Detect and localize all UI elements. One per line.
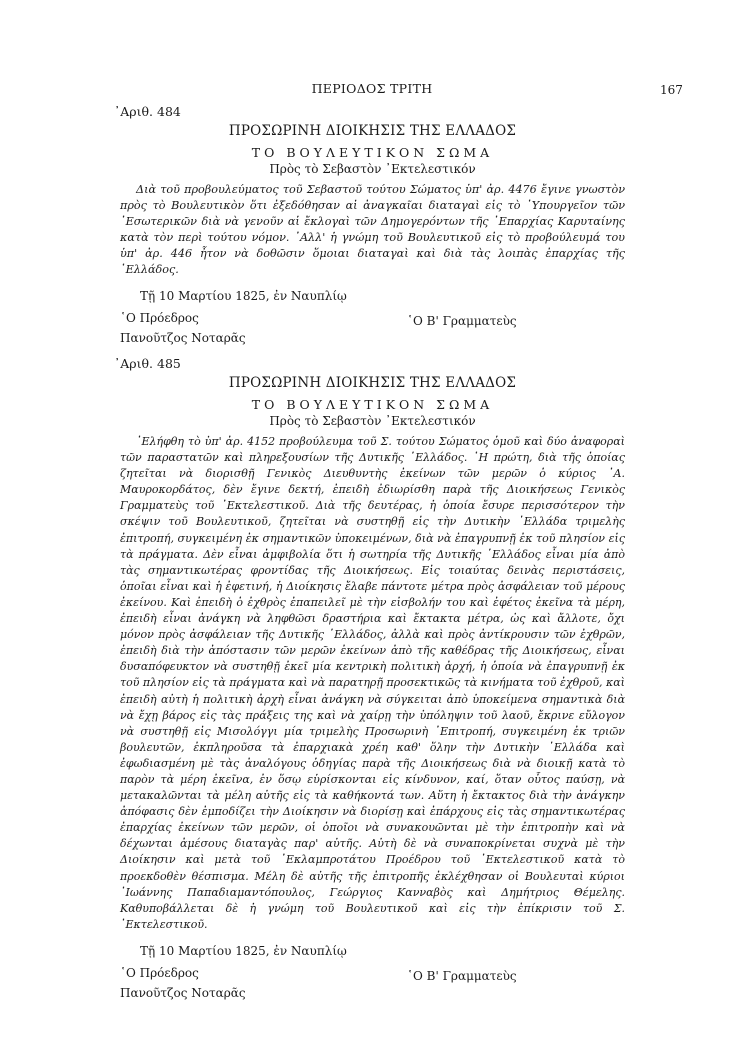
act-number: ᾿Αριθ. 485 (114, 356, 181, 371)
page-number: 167 (660, 83, 683, 97)
running-head: ΠΕΡΙΟΔΟΣ ΤΡΙΤΗ (311, 81, 433, 96)
signature-row (120, 311, 625, 331)
act-heading: ΠΡΟΣΩΡΙΝΗ ΔΙΟΙΚΗΣΙΣ ΤΗΣ ΕΛΛΑΔΟΣ (228, 375, 517, 391)
signature-row (120, 966, 625, 986)
act-subheading: ΤΟ ΒΟΥΛΕΥΤΙΚΟΝ ΣΩΜΑ (251, 145, 494, 160)
act-body: ᾿Ελήφθη τὸ ὑπ' ἀρ. 4152 προβούλευμα τοῦ Σ. τούτου Σώματος ὁμοῦ καὶ δύο ἀναφοραὶ τῶν παραστατῶν καὶ πληρεξουσίων τῆς Δυτικῆς ῾Ελλάδος. ῾Η πρώτη, διὰ τῆς ὁποίας ζητεῖται νὰ διορισθῇ Γενικὸς Διευθυντὴς ἐκείνων τῶν μερῶν ὁ κύριος ᾿Α. Μαυροκορδάτος, δὲν ἔγινε δεκτή, ἐπειδὴ ἐδιωρίσθη παρὰ τῆς Διοικήσεως Γενικὸς Γραμματεὺς τοῦ ᾿Εκτελεστικοῦ. Διὰ τῆς δευτέρας, ἡ ὁποία ἔσυρε περισσότερον τὴν σκέψιν τοῦ Βουλευτικοῦ, ζητεῖται νὰ συστηθῇ εἰς τὴν Δυτικὴν ῾Ελλάδα τριμελὴς ἐπιτροπή, συγκειμένη ἐκ σημαντικῶν ὑποκειμένων, διὰ νὰ ἐπαγρυπνῇ ἐκ τοῦ πλησίον εἰς τὰ πράγματα. Δὲν εἶναι ἀμφιβολία ὅτι ἡ σωτηρία τῆς Δυτικῆς ῾Ελλάδος εἶναι μία ἀπὸ τὰς σημαντικωτέρας φροντίδας τῆς Διοικήσεως. Εἰς τοιαύτας δεινὰς περιστάσεις, ὁποῖαι εἶναι καὶ ἡ ἐφετινή, ἡ Διοίκησις ἔλαβε πάντοτε μέτρα πρὸς ἀσφάλειαν τοῦ μέρους ἐκείνου. Καὶ ἐπειδὴ ὁ ἐχθρὸς ἐπαπειλεῖ μὲ τὴν εἰσβολήν του καὶ ἐφέτος ἐκεῖνα τὰ μέρη, ἐπειδὴ εἶναι ἀνάγκη νὰ ληφθῶσι δραστήρια καὶ ἔκτακτα μέτρα, ὡς καὶ ἄλλοτε, ὄχι μόνον πρὸς ἀσφάλειαν τῆς Δυτικῆς ῾Ελλάδος, ἀλλὰ καὶ πρὸς ἀντίκρουσιν τῶν ἐχθρῶν, ἐπειδὴ διὰ τὴν ἀπόστασιν τῶν μερῶν ἐκείνων ἀπὸ τῆς καθέδρας τῆς Διοικήσεως, εἶναι δυσαπόφευκτον νὰ συστηθῇ ἐκεῖ μία κεντρικὴ πολιτικὴ ἀρχή, ἡ ὁποία νὰ ἐπαγρυπνῇ ἐκ τοῦ πλησίον εἰς τὰ πράγματα καὶ νὰ παρατηρῇ προσεκτικῶς τὰ κινήματα τοῦ ἐχθροῦ, καὶ ἐπειδὴ αὐτὴ ἡ πολιτικὴ ἀρχὴ εἶναι ἀνάγκη νὰ σύγκειται ἀπὸ ὑποκείμενα σημαντικὰ διὰ νὰ ἔχῃ βάρος εἰς τὰς πράξεις της καὶ νὰ χαίρῃ τὴν ὑπόληψιν τοῦ λαοῦ, ἔκρινε εὔλογον νὰ συστηθῇ εἰς Μισολόγγι μία τριμελὴς Προσωρινὴ ᾿Επιτροπή, συγκειμένη ἐκ τριῶν βουλευτῶν, ἐκπληροῦσα τὰ ἐπαρχιακὰ χρέη καθ' ὅλην τὴν Δυτικὴν ῾Ελλάδα καὶ ἐφωδιασμένη μὲ τὰς ἀναλόγους ὁδηγίας παρὰ τῆς Διοικήσεως διὰ νὰ διοικῇ κατὰ τὸ παρὸν τὰ μέρη ἐκεῖνα, ἐν ὅσῳ εὑρίσκονται εἰς κίνδυνον, καί, ὅταν οὗτος παύσῃ, νὰ μετακαλῶνται τὰ μέλη αὐτῆς εἰς τὰ καθήκοντά των. Αὕτη ἡ ἔκτακτος διὰ τὴν ἀνάγκην ἀπόφασις δὲν ἐμποδίζει τὴν Διοίκησιν νὰ διορίσῃ καὶ ἐπάρχους εἰς τὰς σημαντικωτέρας ἐπαρχίας ἐκείνων τῶν μερῶν, οἱ ὁποῖοι νὰ συνακουῶνται μὲ τὴν ἐπιτροπὴν καὶ νὰ δέχωνται ἀμέσους διαταγὰς παρ' αὐτῆς. Αὐτὴ δὲ νὰ συναποκρίνεται συχνὰ μὲ τὴν Διοίκησιν καὶ μετὰ τοῦ ᾿Εκλαμπροτάτου Προέδρου τοῦ ᾿Εκτελεστικοῦ κατὰ τὸ προεκδοθὲν θέσπισμα. Μέλη δὲ αὐτῆς τῆς ἐπιτροπῆς ἐκλέχθησαν οἱ Βουλευταὶ κύριοι ᾿Ιωάννης Παπαδιαμαντόπουλος, Γεώργιος Κανναβὸς καὶ Δημήτριος Θέμελης. Καθυποβάλλεται δὲ ἡ γνώμη τοῦ Βουλευτικοῦ καὶ εἰς τὴν ἐπίκρισιν τοῦ Σ. ᾿Εκτελεστικοῦ. (120, 435, 625, 931)
act-485 (114, 356, 625, 1000)
president-title: ῾Ο Πρόεδρος (120, 965, 199, 980)
secretary-title: ῾Ο Β' Γραμματεὺς (407, 968, 517, 983)
president-name: Πανοῦτζος Νοταρᾶς (120, 330, 246, 345)
act-number: ᾿Αριθ. 484 (114, 104, 181, 119)
act-heading: ΠΡΟΣΩΡΙΝΗ ΔΙΟΙΚΗΣΙΣ ΤΗΣ ΕΛΛΑΔΟΣ (228, 123, 517, 139)
president-name: Πανοῦτζος Νοταρᾶς (120, 985, 246, 1000)
act-recipient: Πρὸς τὸ Σεβαστὸν ᾿Εκτελεστικόν (269, 414, 476, 428)
act-date: Τῇ 10 Μαρτίου 1825, ἐν Ναυπλίῳ (140, 288, 347, 303)
act-subheading: ΤΟ ΒΟΥΛΕΥΤΙΚΟΝ ΣΩΜΑ (251, 397, 494, 412)
act-date: Τῇ 10 Μαρτίου 1825, ἐν Ναυπλίῳ (140, 943, 347, 958)
act-484 (114, 104, 625, 345)
secretary-title: ῾Ο Β' Γραμματεὺς (407, 313, 517, 328)
president-title: ῾Ο Πρόεδρος (120, 310, 199, 325)
act-body: Διὰ τοῦ προβουλεύματος τοῦ Σεβαστοῦ τούτου Σώματος ὑπ' ἀρ. 4476 ἔγινε γνωστὸν πρὸς τὸ Βουλευτικὸν ὅτι ἐξεδόθησαν αἱ ἀναγκαῖαι διαταγαὶ εἰς τὸ ῾Υπουργεῖον τῶν ᾿Εσωτερικῶν διὰ νὰ γενοῦν αἱ ἔκλογαὶ τῶν Δημογερόντων τῆς ᾿Επαρχίας Καρυταίνης κατὰ τὸν περὶ τούτου νόμον. ᾿Αλλ' ἡ γνώμη τοῦ Βουλευτικοῦ εἰς τὸ προβούλευμά του ὑπ' ἀρ. 446 ἦτον νὰ δοθῶσιν ὅμοιαι διαταγαὶ καὶ διὰ τὰς λοιπὰς ἐπαρχίας τῆς ῾Ελλάδος. (120, 183, 625, 276)
act-recipient: Πρὸς τὸ Σεβαστὸν ᾿Εκτελεστικόν (269, 162, 476, 176)
